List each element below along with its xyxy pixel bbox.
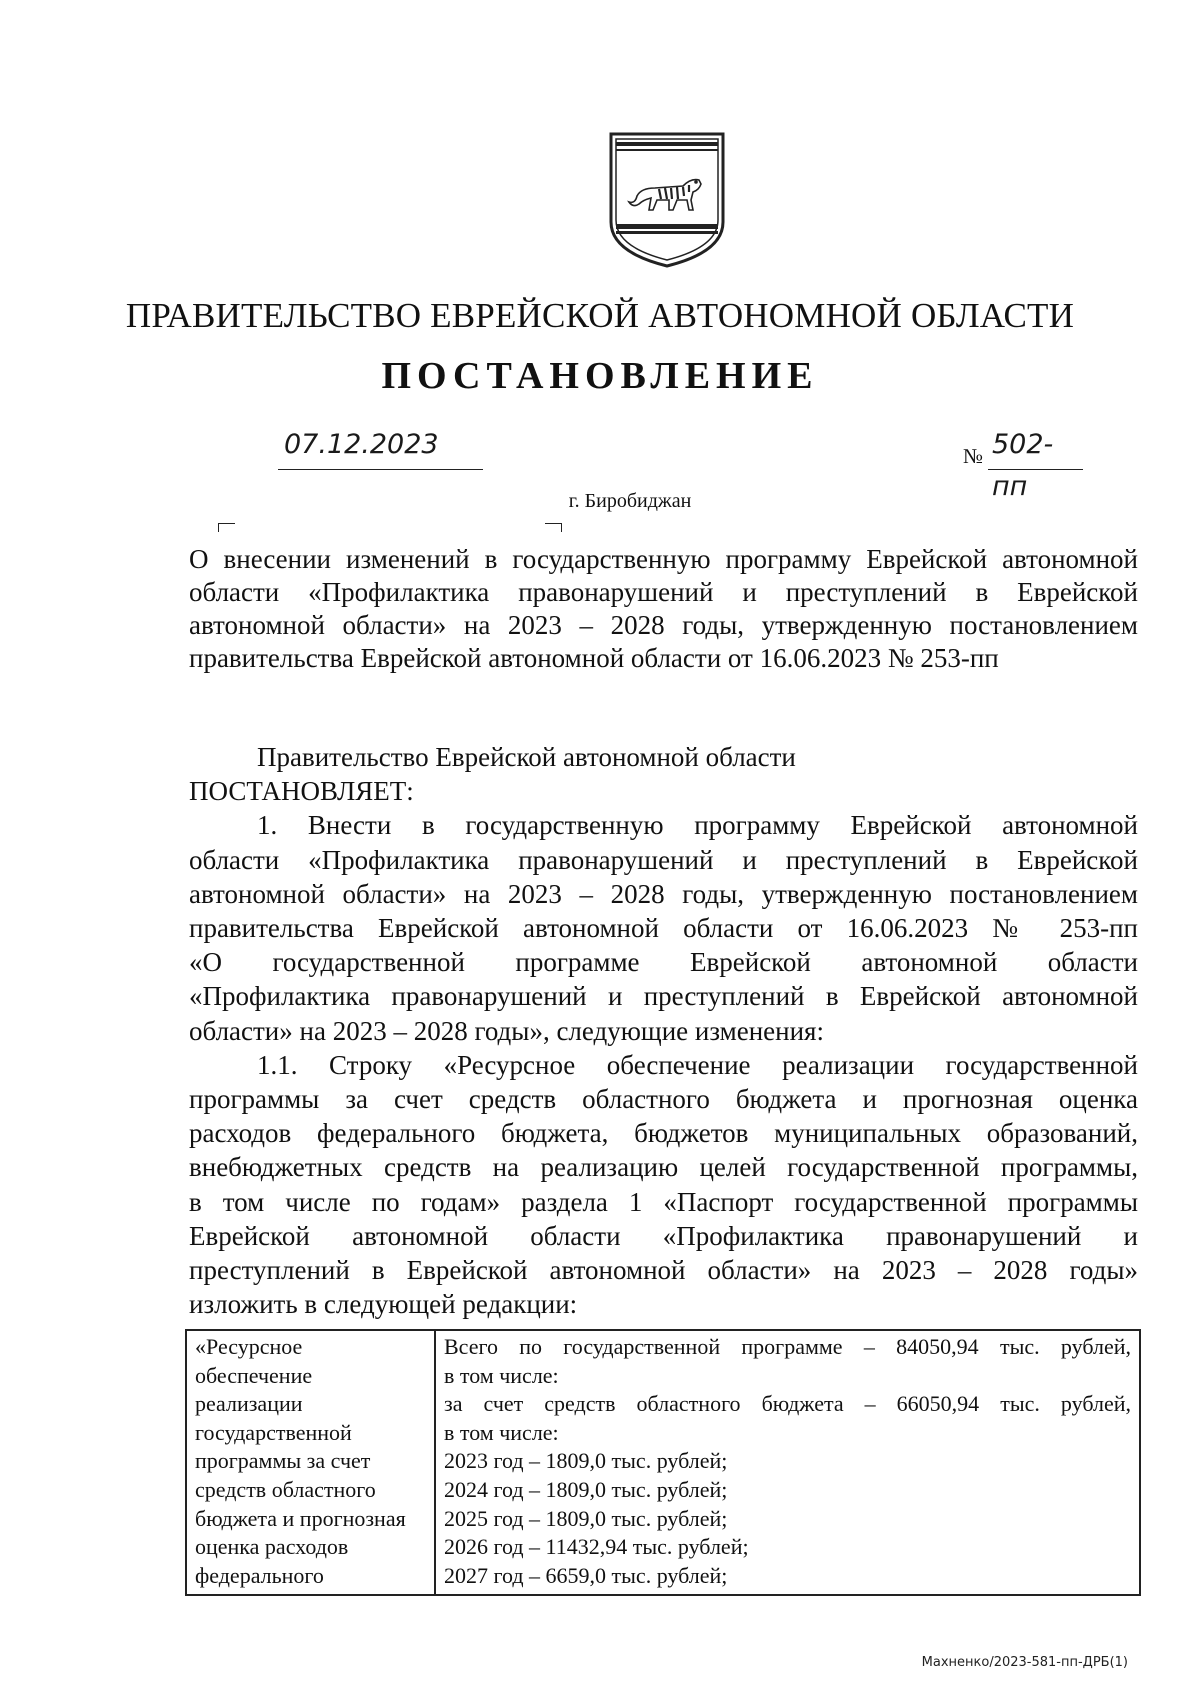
- document-title: [189, 543, 1138, 675]
- item1-line: «О государственной программе Еврейской автономной области: [189, 947, 1138, 978]
- item11-line: в том числе по годам» раздела 1 «Паспорт государственной программы: [189, 1186, 1138, 1217]
- item1-line: 1. Внести в государственную программу Еврейской автономной: [257, 810, 1138, 841]
- cell-line: Всего по государственной программе – 84050,94 тыс. рублей,: [444, 1334, 1131, 1359]
- cell-line: за счет средств областного бюджета – 66050,94 тыс. рублей,: [444, 1391, 1131, 1417]
- decree-word: ПОСТАНОВЛЯЕТ:: [189, 776, 414, 807]
- cell-line: в том числе:: [444, 1419, 559, 1445]
- cell-line: программы за счет: [195, 1448, 371, 1474]
- cell-line: 2023 год – 1809,0 тыс. рублей;: [444, 1448, 728, 1474]
- cell-line: государственной: [195, 1419, 352, 1445]
- item11-line: 1.1. Строку «Ресурсное обеспечение реализации государственной: [257, 1049, 1138, 1080]
- corner-mark-right: [545, 523, 562, 532]
- cell-line: реализации: [195, 1391, 303, 1417]
- item11-line: программы за счет средств областного бюджета и прогнозная оценка: [189, 1084, 1138, 1115]
- item11-line: внебюджетных средств на реализацию целей государственной программы,: [189, 1152, 1138, 1183]
- document-number: 502-пп: [988, 424, 1083, 470]
- cell-line: 2027 год – 6659,0 тыс. рублей;: [444, 1562, 728, 1588]
- item1-line: «Профилактика правонарушений и преступлений в Еврейской автономной: [189, 981, 1138, 1012]
- tiger-coat-of-arms-icon: [607, 130, 727, 270]
- cell-line: федерального: [195, 1562, 324, 1588]
- item11-line: Еврейской автономной области «Профилактика правонарушений и: [189, 1220, 1138, 1251]
- footer-reference: Махненко/2023-581-пп-ДРБ(1): [921, 1655, 1128, 1670]
- corner-mark-left: [218, 523, 235, 532]
- document-type: ПОСТАНОВЛЕНИЕ: [381, 355, 819, 397]
- item1-line: области «Профилактика правонарушений и преступлений в Еврейской: [189, 844, 1138, 875]
- cell-line: бюджета и прогнозная: [195, 1505, 406, 1531]
- item1-line: правительства Еврейской автономной области от 16.06.2023 № 253-пп: [189, 913, 1138, 944]
- cell-line: обеспечение: [195, 1362, 313, 1388]
- item1-line: автономной области» на 2023 – 2028 годы, утвержденную постановлением: [189, 878, 1138, 909]
- item11-line: преступлений в Еврейской автономной области» на 2023 – 2028 годы»: [189, 1255, 1138, 1286]
- cell-line: 2024 год – 1809,0 тыс. рублей;: [444, 1476, 728, 1502]
- title-line: автономной области» на 2023 – 2028 годы, утвержденную постановлением: [189, 610, 1138, 640]
- government-title: ПРАВИТЕЛЬСТВО ЕВРЕЙСКОЙ АВТОНОМНОЙ ОБЛАСТИ: [125, 296, 1075, 335]
- cell-line: 2026 год – 11432,94 тыс. рублей;: [444, 1534, 749, 1560]
- resource-table: [185, 1329, 1141, 1596]
- title-line: О внесении изменений в государственную программу Еврейской автономной: [189, 544, 1138, 574]
- document-date: 07.12.2023: [278, 424, 483, 470]
- cell-line: средств областного: [195, 1476, 376, 1502]
- document-body: [189, 740, 1138, 1321]
- cell-line: оценка расходов: [195, 1534, 349, 1560]
- table-row: [186, 1330, 1140, 1595]
- number-sign: №: [963, 444, 984, 468]
- table-cell-label: [186, 1330, 435, 1595]
- item11-line: изложить в следующей редакции:: [189, 1289, 578, 1320]
- cell-line: 2025 год – 1809,0 тыс. рублей;: [444, 1505, 728, 1531]
- cell-line: в том числе:: [444, 1362, 559, 1388]
- item1-line: области» на 2023 – 2028 годы», следующие изменения:: [189, 1015, 824, 1046]
- city: г. Биробиджан: [568, 490, 692, 512]
- intro-text: Правительство Еврейской автономной области: [257, 742, 796, 772]
- table-cell-value: [435, 1330, 1140, 1595]
- cell-line: «Ресурсное: [195, 1334, 303, 1359]
- title-line: правительства Еврейской автономной области от 16.06.2023 № 253-пп: [189, 643, 999, 673]
- title-line: области «Профилактика правонарушений и преступлений в Еврейской: [189, 577, 1138, 607]
- item11-line: расходов федерального бюджета, бюджетов муниципальных образований,: [189, 1118, 1138, 1149]
